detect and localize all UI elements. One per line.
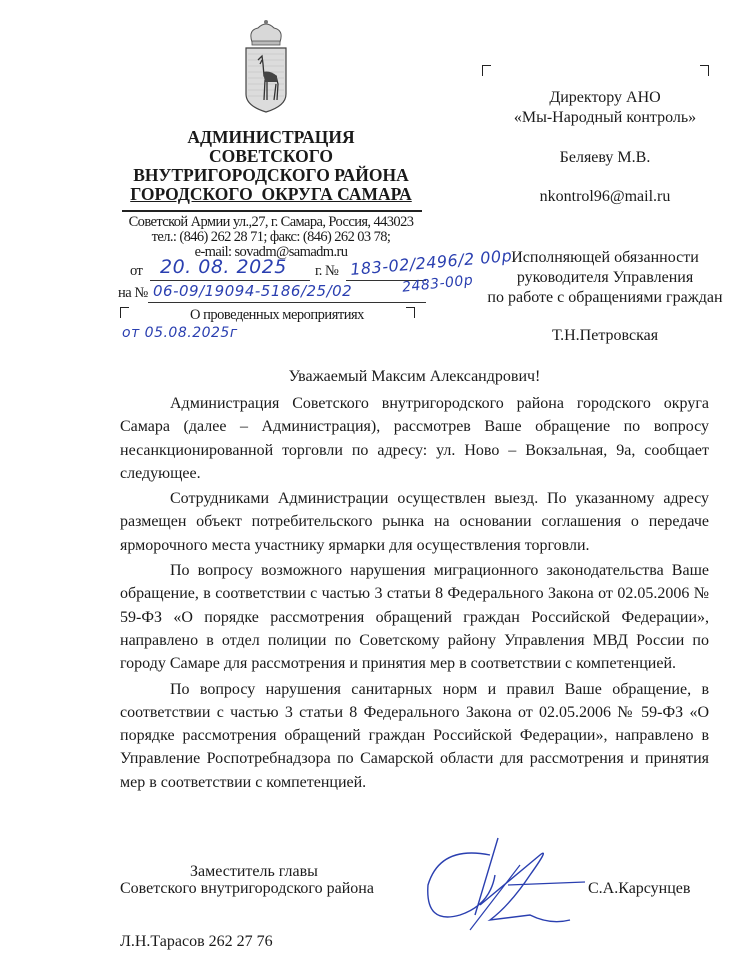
reference-label: на № bbox=[118, 285, 148, 301]
paragraph-2: Сотрудниками Администрации осуществлен выезд. По указанному адресу размещен объект потребительского рынка на основании соглашения о передаче ярморочного места участнику ярмарки для осуществления торговли. bbox=[120, 490, 709, 554]
org-line-4: ГОРОДСКОГО ОКРУГА САМАРА bbox=[130, 184, 412, 204]
greeting: Уважаемый Максим Александрович! bbox=[288, 368, 541, 385]
copy-line-2: руководителя Управления bbox=[516, 269, 694, 286]
subject-text: О проведенных мероприятиях bbox=[190, 307, 364, 323]
number-label: г. № bbox=[315, 263, 339, 279]
signer-name: С.А.Карсунцев bbox=[588, 880, 691, 897]
header-divider bbox=[122, 210, 422, 212]
number-value: 183-02/2496/2 00р bbox=[349, 245, 513, 280]
address-line: Советской Армии ул.,27, г. Самара, Россия, 443023 bbox=[128, 214, 414, 230]
recipient-corner-right bbox=[700, 65, 709, 76]
recipient-title bbox=[470, 88, 740, 128]
copy-line-3: по работе с обращениями граждан bbox=[487, 289, 723, 306]
org-line-2: СОВЕТСКОГО bbox=[208, 146, 334, 166]
copy-recipient-name: Т.Н.Петровская bbox=[551, 327, 659, 344]
number-value-2: 2483-00р bbox=[401, 272, 475, 296]
org-line-1: АДМИНИСТРАЦИЯ bbox=[187, 127, 355, 147]
recipient-email: nkontrol96@mail.ru bbox=[539, 188, 671, 205]
coat-of-arms-icon bbox=[238, 14, 294, 114]
email-line: e-mail: sovadm@samadm.ru bbox=[194, 244, 348, 260]
organization-name bbox=[120, 128, 422, 204]
recipient-name: Беляеву М.В. bbox=[559, 149, 651, 166]
recipient-line-1: Директору АНО bbox=[549, 89, 661, 106]
paragraph-3: По вопросу возможного нарушения миграционного законодательства Ваше обращение, в соответствии с частью 3 статьи 8 Федерального Закона от 02.05.2006 № 59-ФЗ «О порядке рассмотрения обращений граждан Российской Федерации», направлено в отдел полиции по Советскому району Управления МВД России по городу Самаре для рассмотрения и принятия мер в соответствии с компетенцией. bbox=[120, 562, 709, 673]
handwritten-signature-icon bbox=[420, 835, 600, 945]
subject-date: от 05.08.2025г bbox=[122, 325, 238, 341]
paragraph-4: По вопросу нарушения санитарных норм и правил Ваше обращение, в соответствии с частью 3 статьи 8 Федерального Закона от 02.05.2006 № 59-ФЗ «О порядке рассмотрения обращений граждан Российской Федерации», направлено в Управление Роспотребнадзора по Самарской области для рассмотрения и принятия мер в соответствии с компетенцией. bbox=[120, 680, 709, 791]
recipient-line-2: «Мы-Народный контроль» bbox=[513, 109, 697, 126]
org-address bbox=[112, 215, 430, 260]
recipient-corner-left bbox=[482, 65, 491, 76]
copy-line-1: Исполняющей обязанности bbox=[511, 249, 699, 266]
copy-recipient bbox=[470, 248, 740, 308]
paragraph-1: Администрация Советского внутригородского района городского округа Самара (далее – Администрация), рассмотрев Ваше обращение по вопросу несанкционированной торговли по адресу: ул. Ново – Вокзальная, 9а, сообщает следующее. bbox=[120, 395, 709, 482]
signer-title-line-2: Советского внутригородского района bbox=[120, 880, 374, 897]
executor-contact: Л.Н.Тарасов 262 27 76 bbox=[120, 933, 273, 950]
phone-line: тел.: (846) 262 28 71; факс: (846) 262 03 78; bbox=[151, 229, 391, 245]
reference-value: 06-09/19094-5186/25/02 bbox=[153, 282, 353, 300]
date-value: 20. 08. 2025 bbox=[160, 256, 287, 278]
reference-underline bbox=[148, 302, 426, 303]
subject-corner-left bbox=[120, 307, 129, 318]
date-label: от bbox=[130, 263, 143, 279]
subject-corner-right bbox=[406, 307, 415, 318]
date-underline bbox=[150, 280, 310, 281]
letter-body bbox=[120, 392, 709, 794]
signer-title-line-1: Заместитель главы bbox=[190, 863, 318, 880]
org-line-3: ВНУТРИГОРОДСКОГО РАЙОНА bbox=[133, 165, 409, 185]
